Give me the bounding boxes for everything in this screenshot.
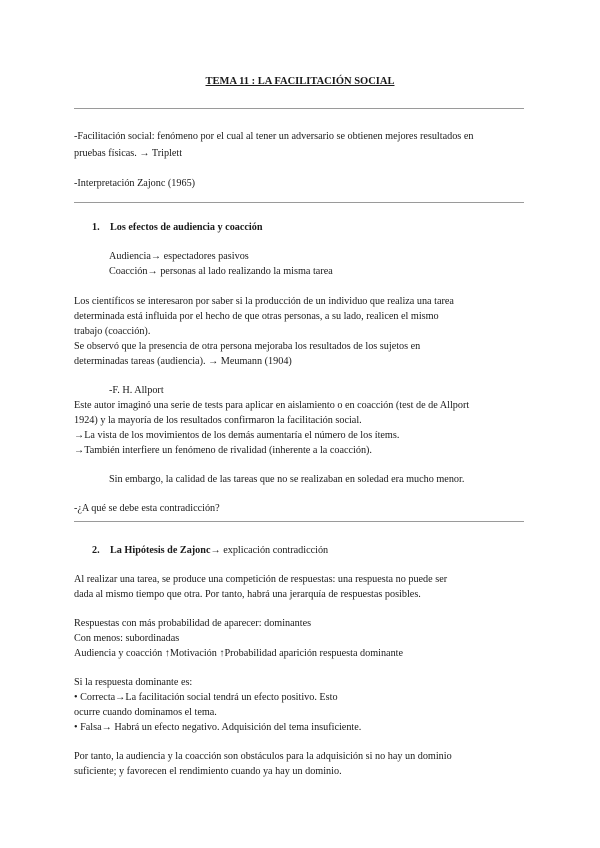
audiencia-definition: Audiencia→ espectadores pasivos bbox=[109, 251, 249, 262]
section-2-heading-rest: → explicación contradicción bbox=[210, 545, 329, 556]
falsa-line: • Falsa→ Habrá un efecto negativo. Adquisición del tema insuficiente. bbox=[74, 722, 362, 733]
section-2-number: 2. bbox=[92, 545, 100, 556]
coaccion-definition: Coacción→ personas al lado realizando la misma tarea bbox=[109, 266, 333, 277]
section-2-heading bbox=[92, 543, 328, 558]
facilitacion-definition-line1: -Facilitación social: fenómeno por el cual al tener un adversario se obtienen mejores resultados en bbox=[74, 131, 474, 142]
audiencia-coaccion-line: Audiencia y coacción ↑Motivación ↑Probabilidad aparición respuesta dominante bbox=[74, 648, 404, 659]
conclusion-line2: suficiente; y favorecen el rendimiento cuando ya hay un dominio. bbox=[74, 766, 342, 777]
section-1-number: 1. bbox=[92, 222, 100, 233]
horizontal-rule bbox=[74, 202, 524, 203]
section-2-heading-text: La Hipótesis de Zajonc bbox=[110, 545, 211, 556]
zajonc-interpretation: -Interpretación Zajonc (1965) bbox=[74, 178, 196, 189]
paragraph-line: determinadas tareas (audiencia). → Meumann (1904) bbox=[74, 356, 292, 367]
section-1-heading bbox=[92, 220, 263, 235]
dominantes-line: Respuestas con más probabilidad de aparecer: dominantes bbox=[74, 618, 312, 629]
sin-embargo-line: Sin embargo, la calidad de las tareas que no se realizaban en soledad era mucho menor. bbox=[109, 474, 465, 485]
allport-label: -F. H. Allport bbox=[109, 385, 164, 396]
correcta-line1: • Correcta→La facilitación social tendrá un efecto positivo. Esto bbox=[74, 692, 338, 703]
horizontal-rule bbox=[74, 521, 524, 522]
allport-text-line1: Este autor imaginó una serie de tests para aplicar en aislamiento o en coacción (test de de Allport bbox=[74, 400, 470, 411]
paragraph-line: trabajo (coacción). bbox=[74, 326, 151, 337]
si-respuesta-line: Si la respuesta dominante es: bbox=[74, 677, 193, 688]
contradiction-question: -¿A qué se debe esta contradicción? bbox=[74, 503, 220, 514]
paragraph-line: determinada está influida por el hecho de que otras personas, a su lado, realicen el mismo bbox=[74, 311, 439, 322]
arrow-point-2: →También interfiere un fenómeno de rivalidad (inherente a la coacción). bbox=[74, 445, 372, 456]
arrow-point-1: →La vista de los movimientos de los demás aumentaría el número de los ítems. bbox=[74, 430, 400, 441]
section-1-heading-text: Los efectos de audiencia y coacción bbox=[110, 222, 263, 233]
allport-text-line2: 1924) y la mayoría de los resultados confirmaron la facilitación social. bbox=[74, 415, 362, 426]
paragraph-line: Se observó que la presencia de otra persona mejoraba los resultados de los sujetos en bbox=[74, 341, 421, 352]
facilitacion-definition-line2: pruebas físicas. → Triplett bbox=[74, 148, 183, 159]
paragraph-line: Los científicos se interesaron por saber si la producción de un individuo que realiza una tarea bbox=[74, 296, 454, 307]
horizontal-rule bbox=[74, 108, 524, 109]
page-title: TEMA 11 : LA FACILITACIÓN SOCIAL bbox=[205, 76, 395, 87]
competicion-line1: Al realizar una tarea, se produce una competición de respuestas: una respuesta no puede ser bbox=[74, 574, 448, 585]
competicion-line2: dada al mismo tiempo que otra. Por tanto, habrá una jerarquía de respuestas posibles. bbox=[74, 589, 421, 600]
subordinadas-line: Con menos: subordinadas bbox=[74, 633, 180, 644]
conclusion-line1: Por tanto, la audiencia y la coacción son obstáculos para la adquisición si no hay un dominio bbox=[74, 751, 452, 762]
correcta-line2: ocurre cuando dominamos el tema. bbox=[74, 707, 217, 718]
